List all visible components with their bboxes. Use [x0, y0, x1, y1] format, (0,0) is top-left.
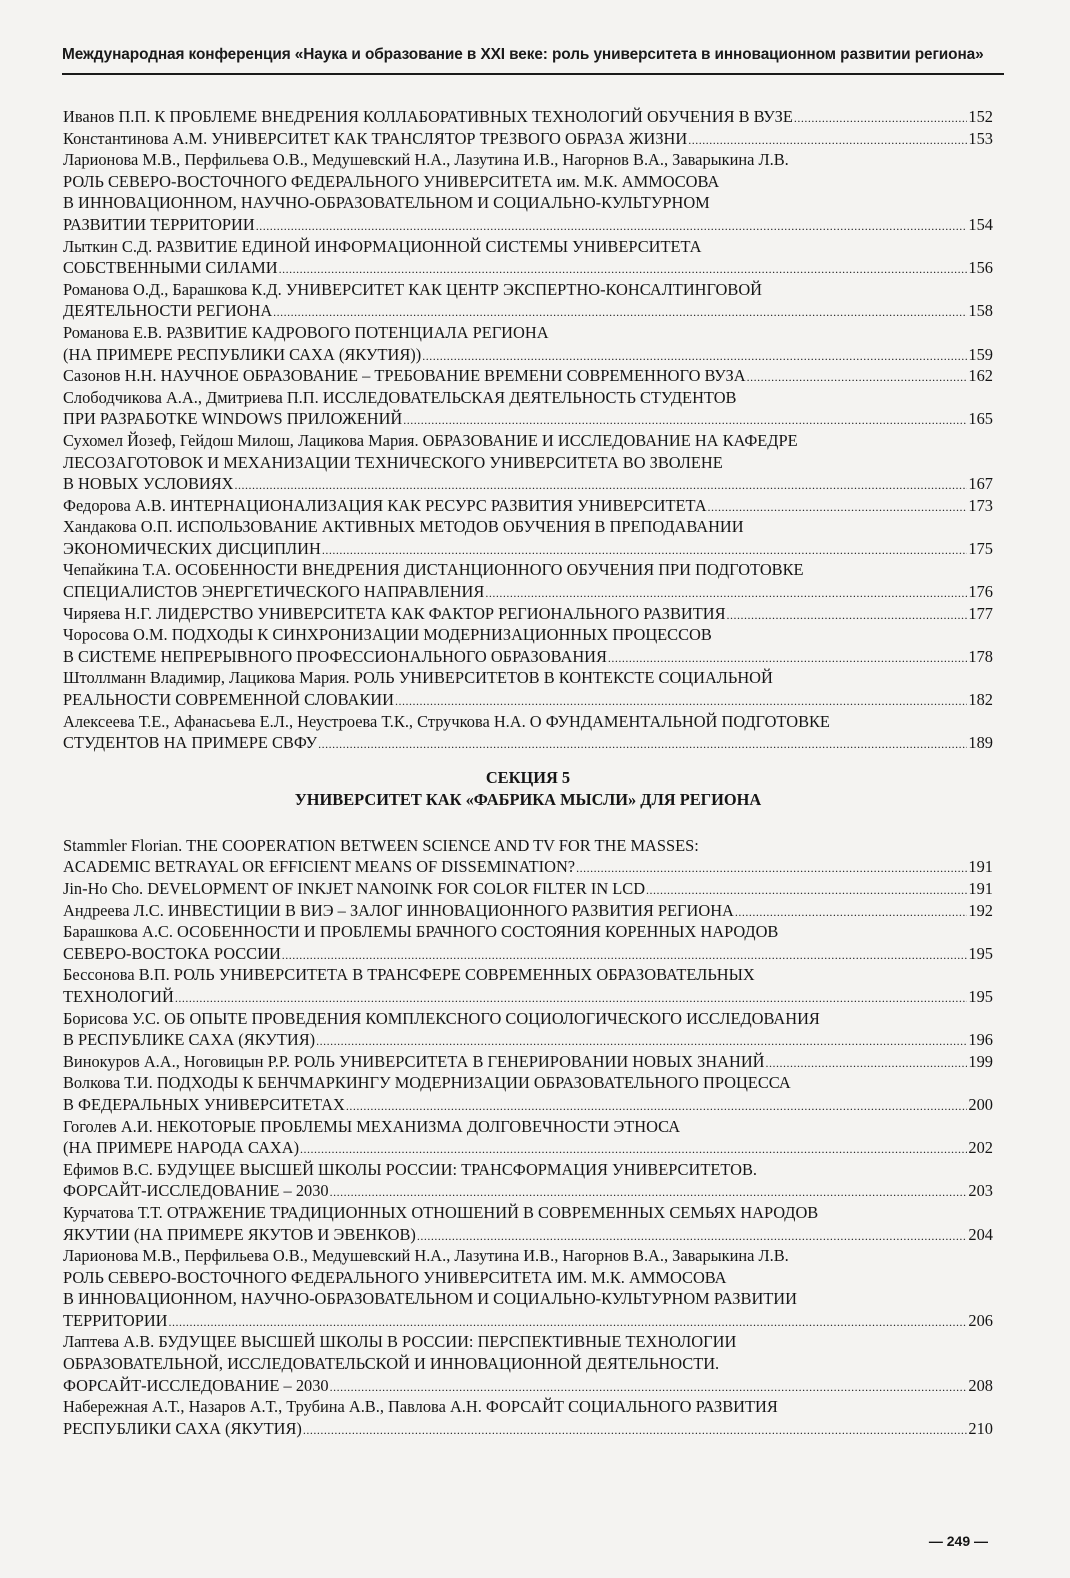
toc-entry-line	[63, 344, 993, 366]
toc-entry-text: Чоросова О.М. ПОДХОДЫ К СИНХРОНИЗАЦИИ МОДЕРНИЗАЦИОННЫХ ПРОЦЕССОВ	[63, 625, 712, 645]
toc-entry-text: Ефимов В.С. БУДУЩЕЕ ВЫСШЕЙ ШКОЛЫ РОССИИ: ТРАНСФОРМАЦИЯ УНИВЕРСИТЕТОВ.	[63, 1159, 758, 1179]
toc-entry-line	[63, 322, 993, 344]
toc-page-number: 195	[968, 943, 993, 963]
toc-page-number: 176	[968, 582, 993, 602]
toc-page-number: 204	[968, 1224, 993, 1244]
toc-entry-line	[63, 711, 993, 733]
dot-leader	[395, 691, 967, 711]
toc-entry-line	[63, 236, 993, 258]
toc-page-number: 189	[968, 733, 993, 753]
toc-entry-line	[63, 1267, 993, 1289]
dot-leader	[346, 1096, 968, 1116]
toc-entry	[63, 1116, 993, 1159]
toc-entry-text: Ларионова М.В., Перфильева О.В., Медушевский Н.А., Лазутина И.В., Нагорнов В.А., Заварыкина Л.В.	[63, 1246, 789, 1266]
toc-entry-text: (НА ПРИМЕРЕ РЕСПУБЛИКИ САХА (ЯКУТИЯ))	[63, 344, 422, 364]
toc-entry-text: Романова Е.В. РАЗВИТИЕ КАДРОВОГО ПОТЕНЦИАЛА РЕГИОНА	[63, 322, 549, 342]
toc-page-number: 200	[968, 1094, 993, 1114]
toc-entry-line	[63, 856, 993, 878]
toc-entry	[63, 711, 993, 754]
toc-page-number: 162	[968, 366, 993, 386]
toc-entry-text: ТЕРРИТОРИИ	[63, 1310, 168, 1330]
toc-entry-text: (НА ПРИМЕРЕ НАРОДА САХА)	[63, 1138, 300, 1158]
toc-entry-text: Штоллманн Владимир, Лацикова Мария. РОЛЬ УНИВЕРСИТЕТОВ В КОНТЕКСТЕ СОЦИАЛЬНОЙ	[63, 668, 773, 688]
toc-entry-line	[63, 1245, 993, 1267]
toc-entry-text: Константинова А.М. УНИВЕРСИТЕТ КАК ТРАНСЛЯТОР ТРЕЗВОГО ОБРАЗА ЖИЗНИ	[63, 128, 688, 148]
toc-entry-line	[63, 943, 993, 965]
toc-entry-line	[63, 1159, 993, 1181]
toc-page-number: 165	[968, 409, 993, 429]
toc-page-number: 192	[968, 900, 993, 920]
dot-leader	[279, 259, 968, 279]
toc-page-number: 159	[968, 344, 993, 364]
toc-part-2	[63, 835, 993, 1440]
toc-entry	[63, 279, 993, 322]
toc-entry-line	[63, 300, 993, 322]
toc-entry-text: Гоголев А.И. НЕКОТОРЫЕ ПРОБЛЕМЫ МЕХАНИЗМА ДОЛГОВЕЧНОСТИ ЭТНОСА	[63, 1116, 681, 1136]
toc-entry-text: В ИННОВАЦИОННОМ, НАУЧНО-ОБРАЗОВАТЕЛЬНОМ И СОЦИАЛЬНО-КУЛЬТУРНОМ РАЗВИТИИ	[63, 1289, 797, 1309]
toc-entry-line	[63, 365, 993, 387]
toc-entry	[63, 149, 993, 235]
toc-entry-line	[63, 1353, 993, 1375]
toc-entry	[63, 1396, 993, 1439]
toc-entry-line	[63, 257, 993, 279]
toc-entry-text: ЯКУТИИ (НА ПРИМЕРЕ ЯКУТОВ И ЭВЕНКОВ)	[63, 1224, 416, 1244]
toc-entry-text: Сазонов Н.Н. НАУЧНОЕ ОБРАЗОВАНИЕ – ТРЕБОВАНИЕ ВРЕМЕНИ СОВРЕМЕННОГО ВУЗА	[63, 366, 746, 386]
toc-entry-line	[63, 921, 993, 943]
toc-entry-text: Федорова А.В. ИНТЕРНАЦИОНАЛИЗАЦИЯ КАК РЕСУРС РАЗВИТИЯ УНИВЕРСИТЕТА	[63, 495, 707, 515]
toc-entry	[63, 106, 993, 128]
toc-entry-line	[63, 732, 993, 754]
toc-entry	[63, 1072, 993, 1115]
toc-entry-text: Бессонова В.П. РОЛЬ УНИВЕРСИТЕТА В ТРАНСФЕРЕ СОВРЕМЕННЫХ ОБРАЗОВАТЕЛЬНЫХ	[63, 965, 755, 985]
toc-entry-line	[63, 1202, 993, 1224]
toc-entry-line	[63, 986, 993, 1008]
toc-entry-line	[63, 516, 993, 538]
toc-entry-line	[63, 495, 993, 517]
toc-entry	[63, 430, 993, 495]
toc-entry-line	[63, 1396, 993, 1418]
toc-entry	[63, 236, 993, 279]
toc-page-number: 153	[968, 128, 993, 148]
toc-entry-text: Винокуров А.А., Ноговицын Р.Р. РОЛЬ УНИВЕРСИТЕТА В ГЕНЕРИРОВАНИИ НОВЫХ ЗНАНИЙ	[63, 1051, 765, 1071]
toc-entry-line	[63, 581, 993, 603]
toc-entry-line	[63, 624, 993, 646]
toc-page-number: 202	[968, 1138, 993, 1158]
toc-entry-text: Stammler Florian. THE COOPERATION BETWEEN SCIENCE AND TV FOR THE MASSES:	[63, 835, 699, 855]
toc-entry-text: ОБРАЗОВАТЕЛЬНОЙ, ИССЛЕДОВАТЕЛЬСКОЙ И ИННОВАЦИОННОЙ ДЕЯТЕЛЬНОСТИ.	[63, 1354, 720, 1374]
toc-page-number: 206	[968, 1310, 993, 1330]
table-of-contents	[63, 106, 993, 1439]
toc-page-number: 203	[968, 1181, 993, 1201]
toc-entry-text: Курчатова Т.Т. ОТРАЖЕНИЕ ТРАДИЦИОННЫХ ОТНОШЕНИЙ В СОВРЕМЕННЫХ СЕМЬЯХ НАРОДОВ	[63, 1202, 819, 1222]
toc-entry-line	[63, 1094, 993, 1116]
toc-entry-line	[63, 1072, 993, 1094]
toc-entry	[63, 559, 993, 602]
header-rule	[62, 73, 1004, 75]
toc-entry-line	[63, 171, 993, 193]
toc-entry-text: Ларионова М.В., Перфильева О.В., Медушевский Н.А., Лазутина И.В., Нагорнов В.А., Заварыкина Л.В.	[63, 150, 789, 170]
toc-entry-line	[63, 128, 993, 150]
dot-leader	[735, 902, 968, 922]
toc-page-number: 191	[968, 879, 993, 898]
toc-entry-line	[63, 667, 993, 689]
toc-entry	[63, 667, 993, 710]
toc-entry-text: РЕАЛЬНОСТИ СОВРЕМЕННОЙ СЛОВАКИИ	[63, 690, 394, 710]
toc-entry-line	[63, 430, 993, 452]
toc-entry-text: В РЕСПУБЛИКЕ САХА (ЯКУТИЯ)	[63, 1030, 316, 1050]
toc-page-number: 175	[968, 538, 993, 558]
page-number: — 249 —	[928, 1533, 988, 1549]
toc-entry-text: РАЗВИТИИ ТЕРРИТОРИИ	[63, 214, 255, 234]
toc-entry-line	[63, 1418, 993, 1440]
toc-entry-line	[63, 1310, 993, 1332]
toc-page-number: 195	[968, 986, 993, 1006]
toc-entry-line	[63, 689, 993, 711]
toc-entry-text: В НОВЫХ УСЛОВИЯХ	[63, 474, 234, 494]
toc-entry-text: Лыткин С.Д. РАЗВИТИЕ ЕДИНОЙ ИНФОРМАЦИОННОЙ СИСТЕМЫ УНИВЕРСИТЕТА	[63, 236, 702, 256]
toc-entry-text: Jin-Ho Cho. DEVELOPMENT OF INKJET NANOINK FOR COLOR FILTER IN LCD	[63, 879, 646, 898]
toc-entry	[63, 1051, 993, 1073]
toc-entry	[63, 128, 993, 150]
dot-leader	[794, 108, 968, 128]
toc-entry-line	[63, 1029, 993, 1051]
toc-entry	[63, 1008, 993, 1051]
dot-leader	[485, 583, 967, 603]
toc-entry-text: Алексеева Т.Е., Афанасьева Е.Л., Неустроева Т.К., Стручкова Н.А. О ФУНДАМЕНТАЛЬНОЙ ПОДГОТОВКЕ	[63, 711, 830, 731]
toc-entry	[63, 1331, 993, 1396]
toc-entry-text: СПЕЦИАЛИСТОВ ЭНЕРГЕТИЧЕСКОГО НАПРАВЛЕНИЯ	[63, 582, 485, 602]
toc-entry-text: Борисова У.С. ОБ ОПЫТЕ ПРОВЕДЕНИЯ КОМПЛЕКСНОГО СОЦИОЛОГИЧЕСКОГО ИССЛЕДОВАНИЯ	[63, 1008, 820, 1028]
toc-entry-line	[63, 900, 993, 922]
toc-entry-line	[63, 149, 993, 171]
toc-entry-text: ЭКОНОМИЧЕСКИХ ДИСЦИПЛИН	[63, 538, 321, 558]
toc-entry-text: Андреева Л.С. ИНВЕСТИЦИИ В ВИЭ – ЗАЛОГ ИННОВАЦИОННОГО РАЗВИТИЯ РЕГИОНА	[63, 900, 734, 920]
toc-page-number: 210	[968, 1418, 993, 1438]
toc-entry-line	[63, 1116, 993, 1138]
toc-entry-line	[63, 473, 993, 495]
dot-leader	[318, 734, 967, 754]
toc-page-number: 178	[968, 646, 993, 666]
toc-entry-text: Лаптева А.В. БУДУЩЕЕ ВЫСШЕЙ ШКОЛЫ В РОССИИ: ПЕРСПЕКТИВНЫЕ ТЕХНОЛОГИИ	[63, 1332, 737, 1352]
dot-leader	[417, 1226, 968, 1246]
toc-entry-text: ФОРСАЙТ-ИССЛЕДОВАНИЕ – 2030	[63, 1375, 329, 1395]
toc-entry-text: СТУДЕНТОВ НА ПРИМЕРЕ СВФУ	[63, 733, 318, 753]
section-title: УНИВЕРСИТЕТ КАК «ФАБРИКА МЫСЛИ» ДЛЯ РЕГИОНА	[294, 789, 762, 809]
toc-page-number: 167	[968, 474, 993, 494]
toc-entry-text: Чиряева Н.Г. ЛИДЕРСТВО УНИВЕРСИТЕТА КАК ФАКТОР РЕГИОНАЛЬНОГО РАЗВИТИЯ	[63, 603, 726, 623]
toc-page-number: 158	[968, 301, 993, 321]
toc-page-number: 152	[968, 107, 993, 126]
toc-entry-text: СОБСТВЕННЫМИ СИЛАМИ	[63, 258, 278, 278]
toc-entry-text: ТЕХНОЛОГИЙ	[63, 986, 174, 1006]
toc-entry-text: ЛЕСОЗАГОТОВОК И МЕХАНИЗАЦИИ ТЕХНИЧЕСКОГО УНИВЕРСИТЕТА ВО ЗВОЛЕНЕ	[63, 452, 723, 472]
dot-leader	[422, 346, 967, 366]
toc-entry-text: Барашкова А.С. ОСОБЕННОСТИ И ПРОБЛЕМЫ БРАЧНОГО СОСТОЯНИЯ КОРЕННЫХ НАРОДОВ	[63, 922, 779, 942]
toc-entry-text: Слободчикова А.А., Дмитриева П.П. ИССЛЕДОВАТЕЛЬСКАЯ ДЕЯТЕЛЬНОСТЬ СТУДЕНТОВ	[63, 387, 737, 407]
toc-entry-line	[63, 878, 993, 900]
toc-entry-text: В ИННОВАЦИОННОМ, НАУЧНО-ОБРАЗОВАТЕЛЬНОМ И СОЦИАЛЬНО-КУЛЬТУРНОМ	[63, 193, 710, 213]
dot-leader	[273, 302, 967, 322]
toc-entry-line	[63, 835, 993, 857]
dot-leader	[169, 1312, 968, 1332]
dot-leader	[608, 648, 967, 668]
dot-leader	[576, 858, 967, 878]
dot-leader	[316, 1031, 967, 1051]
toc-page-number: 154	[968, 214, 993, 234]
running-header: Международная конференция «Наука и образование в XXI веке: роль университета в инновационном развитии региона»	[62, 46, 984, 63]
toc-page-number: 173	[968, 495, 993, 515]
toc-page-number: 177	[968, 603, 993, 623]
toc-entry-text: Сухомел Йозеф, Гейдош Милош, Лацикова Мария. ОБРАЗОВАНИЕ И ИССЛЕДОВАНИЕ НА КАФЕДРЕ	[63, 430, 798, 450]
dot-leader	[403, 410, 967, 430]
toc-entry-text: РОЛЬ СЕВЕРО-ВОСТОЧНОГО ФЕДЕРАЛЬНОГО УНИВЕРСИТЕТА им. М.К. АММОСОВА	[63, 171, 720, 191]
dot-leader	[282, 945, 968, 965]
toc-entry	[63, 835, 993, 878]
toc-entry	[63, 624, 993, 667]
dot-leader	[303, 1420, 968, 1440]
toc-entry-text: ПРИ РАЗРАБОТКЕ WINDOWS ПРИЛОЖЕНИЙ	[63, 409, 403, 429]
toc-page-number: 208	[968, 1375, 993, 1395]
dot-leader	[175, 988, 968, 1008]
toc-entry	[63, 495, 993, 517]
toc-page-number: 182	[968, 690, 993, 710]
toc-entry-text: РЕСПУБЛИКИ САХА (ЯКУТИЯ)	[63, 1418, 302, 1438]
toc-entry-text: Хандакова О.П. ИСПОЛЬЗОВАНИЕ АКТИВНЫХ МЕТОДОВ ОБУЧЕНИЯ В ПРЕПОДАВАНИИ	[63, 517, 744, 537]
toc-entry-text: ACADEMIC BETRAYAL OR EFFICIENT MEANS OF DISSEMINATION?	[63, 857, 576, 877]
toc-entry-line	[63, 214, 993, 236]
toc-entry	[63, 878, 993, 900]
toc-entry-line	[63, 1051, 993, 1073]
toc-entry	[63, 603, 993, 625]
dot-leader	[330, 1377, 968, 1397]
toc-entry-line	[63, 106, 993, 128]
toc-page-number: 191	[968, 857, 993, 877]
toc-entry	[63, 516, 993, 559]
toc-entry-line	[63, 452, 993, 474]
dot-leader	[708, 497, 968, 517]
toc-entry-text: ФОРСАЙТ-ИССЛЕДОВАНИЕ – 2030	[63, 1181, 329, 1201]
toc-entry	[63, 921, 993, 964]
toc-page-number: 156	[968, 258, 993, 278]
dot-leader	[256, 216, 968, 236]
toc-entry-text: Романова О.Д., Барашкова К.Д. УНИВЕРСИТЕТ КАК ЦЕНТР ЭКСПЕРТНО-КОНСАЛТИНГОВОЙ	[63, 279, 763, 299]
toc-entry-line	[63, 1375, 993, 1397]
toc-entry-line	[63, 279, 993, 301]
toc-entry-line	[63, 1180, 993, 1202]
toc-entry-line	[63, 408, 993, 430]
toc-entry	[63, 900, 993, 922]
toc-entry-text: Иванов П.П. К ПРОБЛЕМЕ ВНЕДРЕНИЯ КОЛЛАБОРАТИВНЫХ ТЕХНОЛОГИЙ ОБУЧЕНИЯ В ВУЗЕ	[63, 107, 793, 126]
toc-entry	[63, 322, 993, 365]
dot-leader	[646, 880, 967, 900]
toc-entry-text: Набережная А.Т., Назаров А.Т., Трубина А.В., Павлова А.Н. ФОРСАЙТ СОЦИАЛЬНОГО РАЗВИТИЯ	[63, 1397, 778, 1417]
toc-entry-text: В СИСТЕМЕ НЕПРЕРЫВНОГО ПРОФЕССИОНАЛЬНОГО ОБРАЗОВАНИЯ	[63, 646, 607, 666]
toc-entry	[63, 1159, 993, 1202]
toc-entry-line	[63, 1224, 993, 1246]
toc-part-1	[63, 106, 993, 754]
toc-entry-line	[63, 1137, 993, 1159]
toc-entry-text: РОЛЬ СЕВЕРО-ВОСТОЧНОГО ФЕДЕРАЛЬНОГО УНИВЕРСИТЕТА ИМ. М.К. АММОСОВА	[63, 1267, 727, 1287]
toc-entry-text: Волкова Т.И. ПОДХОДЫ К БЕНЧМАРКИНГУ МОДЕРНИЗАЦИИ ОБРАЗОВАТЕЛЬНОГО ПРОЦЕССА	[63, 1073, 791, 1093]
toc-entry-line	[63, 1288, 993, 1310]
dot-leader	[688, 130, 967, 150]
toc-entry-text: СЕВЕРО-ВОСТОКА РОССИИ	[63, 943, 281, 963]
dot-leader	[322, 540, 968, 560]
section-number: СЕКЦИЯ 5	[485, 767, 571, 787]
toc-entry-line	[63, 1331, 993, 1353]
toc-entry	[63, 1245, 993, 1331]
dot-leader	[235, 475, 968, 495]
toc-entry	[63, 964, 993, 1007]
toc-entry-line	[63, 603, 993, 625]
toc-page-number: 196	[968, 1030, 993, 1050]
dot-leader	[330, 1182, 968, 1202]
toc-page-number: 199	[968, 1051, 993, 1071]
toc-entry-line	[63, 964, 993, 986]
toc-entry-line	[63, 559, 993, 581]
dot-leader	[300, 1139, 967, 1159]
toc-entry-line	[63, 1008, 993, 1030]
toc-entry-line	[63, 646, 993, 668]
toc-entry-line	[63, 387, 993, 409]
toc-entry	[63, 365, 993, 387]
dot-leader	[766, 1053, 968, 1073]
dot-leader	[747, 367, 968, 387]
dot-leader	[727, 605, 968, 625]
toc-entry-line	[63, 192, 993, 214]
toc-entry-text: ДЕЯТЕЛЬНОСТИ РЕГИОНА	[63, 301, 273, 321]
toc-entry-text: Чепайкина Т.А. ОСОБЕННОСТИ ВНЕДРЕНИЯ ДИСТАНЦИОННОГО ОБУЧЕНИЯ ПРИ ПОДГОТОВКЕ	[63, 560, 804, 580]
toc-entry	[63, 387, 993, 430]
toc-entry	[63, 1202, 993, 1245]
toc-entry-line	[63, 538, 993, 560]
toc-entry-text: В ФЕДЕРАЛЬНЫХ УНИВЕРСИТЕТАХ	[63, 1094, 345, 1114]
